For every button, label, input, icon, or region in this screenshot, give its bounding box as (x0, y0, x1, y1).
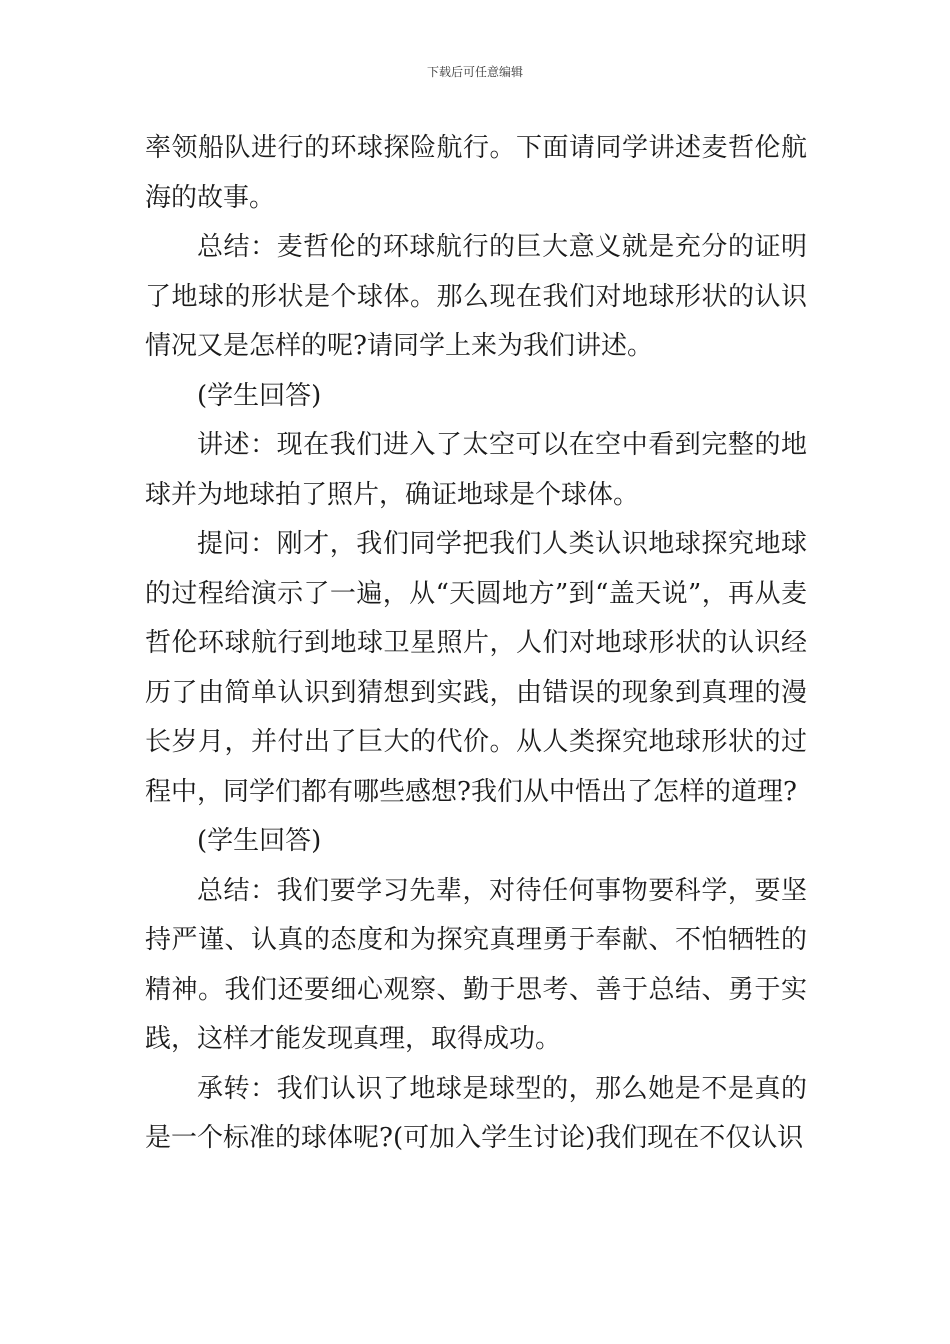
page-header: 下载后可任意编辑 (426, 65, 523, 79)
document-body (145, 124, 807, 1164)
paragraph-2: 总结：麦哲伦的环球航行的巨大意义就是充分的证明了地球的形状是个球体。那么现在我们对地球形状的认识情况又是怎样的呢?请同学上来为我们讲述。 (145, 232, 807, 361)
paragraph-8: 承转：我们认识了地球是球型的，那么她是不是真的是一个标准的球体呢?(可加入学生讨论)我们现在不仅认识 (145, 1073, 807, 1153)
paragraph-7: 总结：我们要学习先辈，对待任何事物要科学，要坚持严谨、认真的态度和为探究真理勇于奉献、不怕牺牲的精神。我们还要细心观察、勤于思考、善于总结、勇于实践，这样才能发现真理，取得成功。 (145, 875, 807, 1054)
paragraph-5: 提问：刚才，我们同学把我们人类认识地球探究地球的过程给演示了一遍，从“天圆地方”到“盖天说”，再从麦哲伦环球航行到地球卫星照片，人们对地球形状的认识经历了由简单认识到猜想到实践，由错误的现象到真理的漫长岁月，并付出了巨大的代价。从人类探究地球形状的过程中，同学们都有哪些感想?我们从中悟出了怎样的道理? (145, 529, 807, 807)
paragraph-4: 讲述：现在我们进入了太空可以在空中看到完整的地球并为地球拍了照片，确证地球是个球体。 (145, 430, 807, 510)
paragraph-3: (学生回答) (197, 380, 322, 411)
paragraph-6: (学生回答) (197, 826, 322, 856)
paragraph-1: 率领船队进行的环球探险航行。下面请同学讲述麦哲伦航海的故事。 (145, 133, 807, 213)
